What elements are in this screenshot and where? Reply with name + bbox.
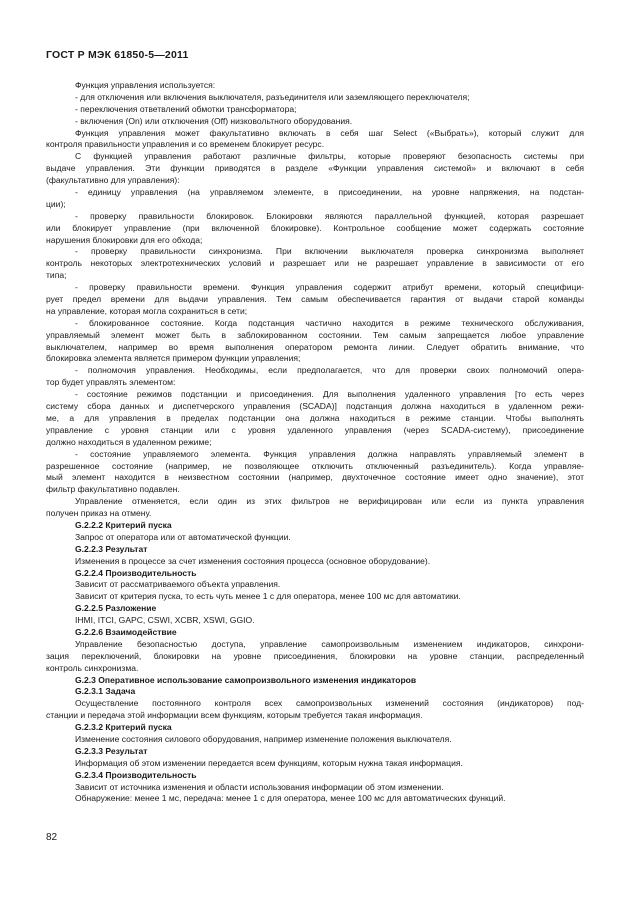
section-heading: G.2.3.1 Задача (75, 686, 136, 697)
section-heading: G.2.2.6 Взаимодействие (75, 626, 177, 637)
section-heading: G.2.3.2 Критерий пуска (75, 722, 172, 733)
text-line: нарушения блокировки для его обхода; (46, 234, 203, 245)
text-line: станции и передача этой информации всем функциям, которым требуется такая информация. (46, 710, 423, 721)
text-line: - блокированное состояние. Когда подстанция частично находится в режиме технического обслуживания, (75, 317, 584, 328)
text-line: - единицу управления (на управляемом элементе, в присоединении, на уровне напряжения, на подстан- (75, 187, 584, 198)
text-line: (факультативно для управления): (46, 175, 180, 186)
page-number: 82 (46, 832, 58, 843)
text-line: - состояние режимов подстанции и присоединения. Для выполнения удаленного управления [то есть через (75, 389, 584, 400)
text-line: IHMI, ITCI, GAPC, CSWI, XCBR, XSWI, GGIO. (75, 615, 255, 626)
section-heading: G.2.2.5 Разложение (75, 603, 157, 614)
text-line: выдаче управления. Эти функции приводятся в разделе «Функции управления системой» и включают в себя (46, 163, 584, 174)
text-line: контроль синхронизма. (46, 662, 139, 673)
text-line: Изменение состояния силового оборудования, например изменение положения выключателя. (75, 733, 452, 744)
section-heading: G.2.3.3 Результат (75, 745, 148, 756)
text-line: разрешенное состояние (например, не позволяющее отключить отключенный разъединитель). Когда управляе- (46, 460, 584, 471)
section-heading: G.2.2.4 Производительность (75, 567, 197, 578)
text-line: Осуществление постоянного контроля всех самопроизвольных изменений состояния (индикаторов) под- (75, 698, 584, 709)
text-line: ции); (46, 198, 66, 209)
text-line: или блокирует управление (при включенной блокировке). Контрольное сообщение может содержать состояние (46, 222, 584, 233)
text-line: Изменения в процессе за счет изменения состояния процесса (основное оборудование). (75, 555, 431, 566)
text-line: Запрос от оператора или от автоматической функции. (75, 531, 291, 542)
text-line: управление с уровня станции или с уровня удаленного управления (через SCADA-систему), присоединение (46, 424, 584, 435)
text-line: фильтр факультативно подавлен. (46, 484, 180, 495)
text-line: управляемый элемент может быть в заблокированном состоянии. Тем самым запрещается любое управление (46, 329, 584, 340)
section-heading: G.2.2.3 Результат (75, 543, 148, 554)
text-line: мый элемент находится в неизвестном состоянии (например, двухточечное состояние имеет одно значение), этот (46, 472, 584, 483)
text-line: Информация об этом изменении передается всем функциям, которым нужна такая информация. (75, 757, 463, 768)
text-line: - проверку правильности времени. Функция управления содержит атрибут времени, который специфици- (75, 282, 584, 293)
text-line: на управление, которая могла сохраниться в сети; (46, 305, 248, 316)
document-header: ГОСТ Р МЭК 61850-5—2011 (46, 49, 189, 61)
text-line: Управление отменяется, если один из этих фильтров не верифицирован или если из пункта управления (75, 496, 584, 507)
text-line: тор будет управлять элементом: (46, 377, 176, 388)
text-line: должно находиться в удаленном режиме; (46, 436, 212, 447)
text-line: - полномочия управления. Необходимы, если предполагается, что для проверки своих полномочий опера- (75, 365, 584, 376)
text-line: Функция управления используется: (75, 80, 216, 90)
document-body (46, 80, 584, 805)
text-line: контроль некоторых электротехнических условий и разрешает или не разрешает управление в зависимости от его (46, 258, 584, 269)
text-line: Зависит от источника изменения и области использования информации об этом изменении. (75, 781, 444, 792)
text-line: - для отключения или включения выключателя, разъединителя или заземляющего переключателя; (75, 91, 470, 102)
text-line: Функция управления может факультативно включать в себя шаг Select («Выбрать»), который служит для (75, 127, 584, 138)
text-line: зация переключений, блокировки на уровне присоединения, блокировки на уровне станции, распределенный (46, 650, 584, 661)
text-line: Зависит от критерия пуска, то есть чуть менее 1 с для оператора, менее 100 мс для автоматики. (75, 591, 461, 602)
text-line: контроля правильности управления и со временем блокирует ресурс. (46, 139, 325, 150)
text-line: систему сбора данных и диспетчерского управления (SCADA)] подстанция должна находиться в удаленном режи- (46, 401, 584, 412)
text-line: получен приказ на отмену. (46, 508, 152, 519)
text-line: - проверку правильности синхронизма. При включении выключателя проверка синхронизма выполняет (75, 246, 584, 257)
text-line: блокировка элемента является примером функции управления; (46, 353, 301, 364)
text-line: Обнаружение: менее 1 мс, передача: менее 1 с для оператора, менее 100 мс для автоматических функций. (75, 793, 506, 804)
section-heading: G.2.3 Оперативное использование самопроизвольного изменения индикаторов (75, 674, 417, 685)
text-line: ме, а для управления в пределах подстанции она должна находиться в режиме станции. Чтобы выполнять (46, 412, 584, 423)
text-line: рует предел времени для выдачи управления. Тем самым обеспечивается гарантия от выдачи старой команды (46, 294, 584, 305)
text-line: - переключения ответвлений обмотки трансформатора; (75, 103, 297, 114)
text-line: выключателем, например во время выполнения оператором ремонта линии. Следует обратить внимание, что (46, 341, 584, 352)
section-heading: G.2.2.2 Критерий пуска (75, 519, 172, 530)
text-line: - состояние управляемого элемента. Функция управления должна направлять управляемый элемент в (75, 448, 584, 459)
section-heading: G.2.3.4 Производительность (75, 769, 197, 780)
text-line: Зависит от рассматриваемого объекта управления. (75, 579, 281, 590)
text-line: типа; (46, 270, 67, 281)
text-line: - проверку правильности блокировок. Блокировки являются параллельной функцией, которая разрешает (75, 210, 584, 221)
text-line: Управление безопасностью доступа, управление самопроизвольным изменением индикаторов, синхрони- (75, 638, 584, 649)
text-line: - включения (On) или отключения (Off) низковольтного оборудования. (75, 115, 353, 126)
text-line: С функцией управления работают различные фильтры, которые проверяют безопасность системы при (75, 151, 584, 162)
